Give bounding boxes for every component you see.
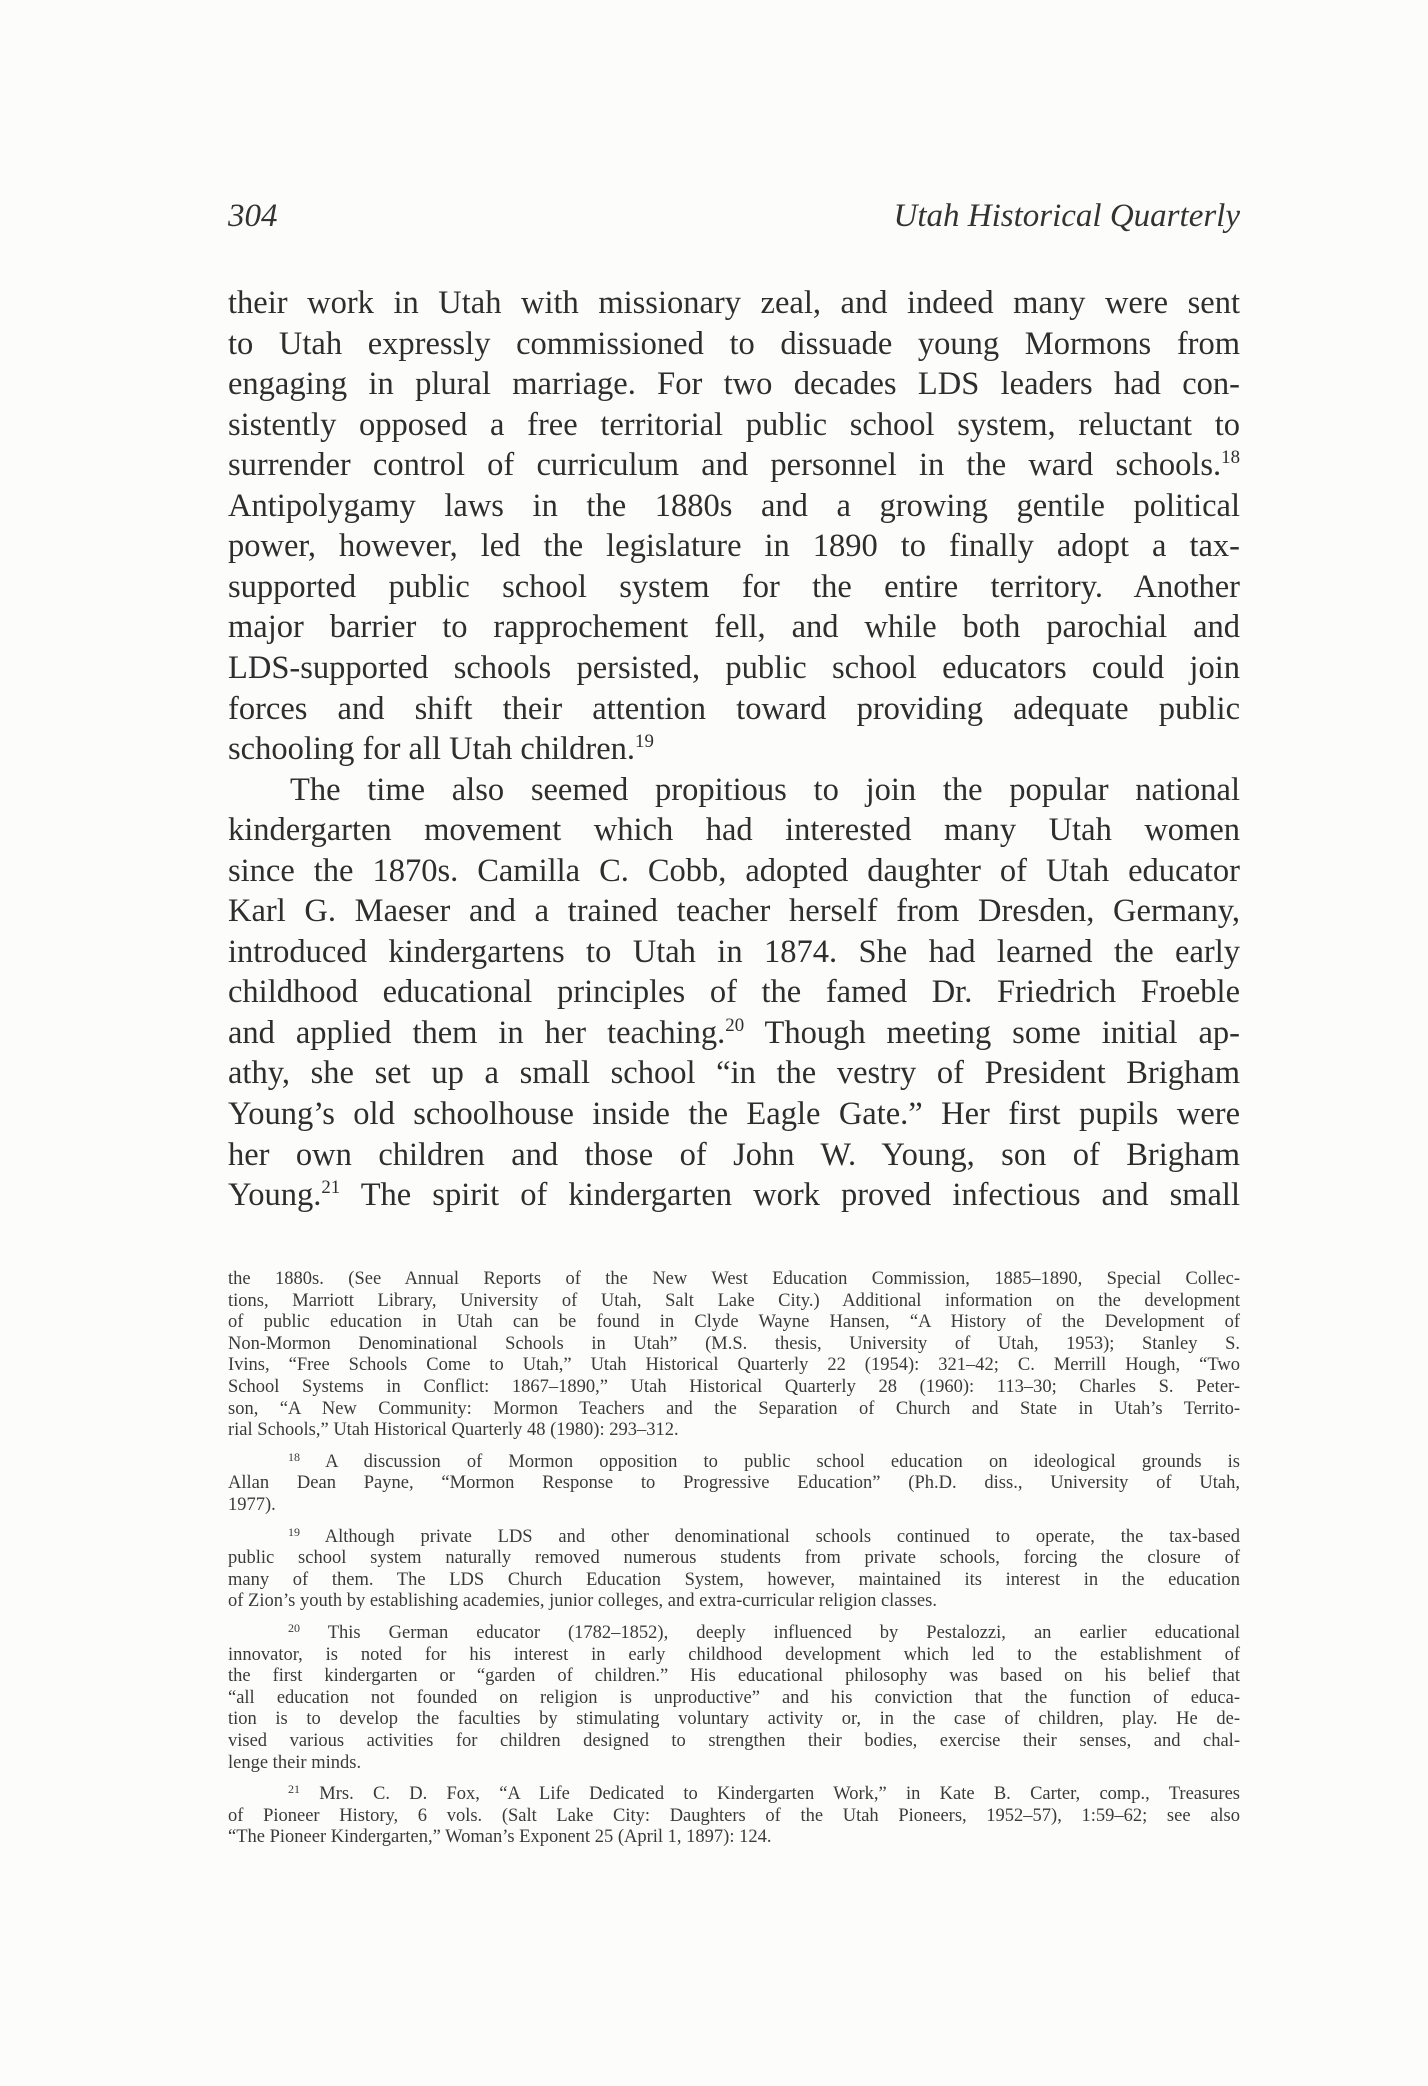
body-line bbox=[228, 324, 1240, 364]
footnote-text: lenge their minds. bbox=[228, 1753, 362, 1773]
footnote-line bbox=[228, 1420, 1240, 1442]
page-number: 304 bbox=[228, 198, 278, 234]
body-line-text: Young. bbox=[228, 1177, 322, 1213]
footnote-reference: 20 bbox=[725, 1015, 745, 1037]
body-line bbox=[228, 1175, 1240, 1215]
footnote-line bbox=[228, 1591, 1240, 1613]
body-line bbox=[228, 648, 1240, 688]
body-line bbox=[228, 1013, 1240, 1053]
body-line bbox=[228, 689, 1240, 729]
footnote-number: 19 bbox=[288, 1525, 301, 1539]
body-line bbox=[228, 567, 1240, 607]
footnote-line bbox=[228, 1827, 1240, 1849]
footnote-number: 20 bbox=[288, 1621, 301, 1635]
footnote-text: “The Pioneer Kindergarten,” Woman’s Exponent 25 (April 1, 1897): 124. bbox=[228, 1827, 772, 1847]
footnote-line bbox=[228, 1731, 1240, 1753]
footnote-line bbox=[228, 1473, 1240, 1495]
footnote-line bbox=[288, 1623, 1240, 1645]
body-line-text: schooling for all Utah children. bbox=[228, 731, 636, 767]
body-line bbox=[228, 1094, 1240, 1134]
footnote-line bbox=[228, 1570, 1240, 1592]
footnote-line bbox=[288, 1527, 1240, 1549]
body-line bbox=[228, 1053, 1240, 1093]
footnote-text: “all education not founded on religion is unproductive” and his conviction that the function of educa- bbox=[228, 1688, 1240, 1708]
body-line-text: kindergarten movement which had interested many Utah women bbox=[228, 812, 1240, 848]
body-line bbox=[228, 1135, 1240, 1175]
body-line-text: introduced kindergartens to Utah in 1874. She had learned the early bbox=[228, 934, 1240, 970]
body-line-text: surrender control of curriculum and personnel in the ward schools. bbox=[228, 447, 1222, 483]
footnote-line bbox=[228, 1269, 1240, 1291]
body-line bbox=[228, 405, 1240, 445]
footnote-text: tion is to develop the faculties by stimulating voluntary activity or, in the case of children, play. He de- bbox=[228, 1709, 1240, 1729]
body-line-text: her own children and those of John W. Young, son of Brigham bbox=[228, 1137, 1240, 1173]
footnote-reference: 19 bbox=[635, 731, 654, 753]
footnote-line bbox=[228, 1495, 1240, 1517]
body-line bbox=[228, 486, 1240, 526]
body-line-text: power, however, led the legislature in 1890 to finally adopt a tax- bbox=[228, 528, 1240, 564]
footnote-line bbox=[228, 1645, 1240, 1667]
body-line-text: since the 1870s. Camilla C. Cobb, adopted daughter of Utah educator bbox=[228, 853, 1240, 889]
footnote-line bbox=[228, 1709, 1240, 1731]
body-line-text: Young’s old schoolhouse inside the Eagle Gate.” Her first pupils were bbox=[228, 1096, 1240, 1132]
body-line bbox=[228, 607, 1240, 647]
body-line-text: their work in Utah with missionary zeal, and indeed many were sent bbox=[228, 285, 1240, 321]
footnote-line bbox=[228, 1377, 1240, 1399]
footnote-text: the 1880s. (See Annual Reports of the New West Education Commission, 1885–1890, Special Collec- bbox=[228, 1269, 1240, 1289]
footnote-text: A discussion of Mormon opposition to public school education on ideological grounds is bbox=[325, 1452, 1240, 1472]
body-line-text: to Utah expressly commissioned to dissuade young Mormons from bbox=[228, 326, 1240, 362]
body-line bbox=[228, 932, 1240, 972]
footnote-line bbox=[228, 1666, 1240, 1688]
footnote-text: of public education in Utah can be found in Clyde Wayne Hansen, “A History of the Development of bbox=[228, 1312, 1240, 1332]
body-line-text: supported public school system for the entire territory. Another bbox=[228, 569, 1240, 605]
body-line-text: athy, she set up a small school “in the vestry of President Brigham bbox=[228, 1055, 1240, 1091]
footnote-line bbox=[228, 1355, 1240, 1377]
body-line-text: The spirit of kindergarten work proved infectious and small bbox=[340, 1177, 1240, 1213]
body-line bbox=[228, 445, 1240, 485]
body-line-text: The time also seemed propitious to join the popular national bbox=[290, 772, 1240, 808]
footnote-line bbox=[288, 1452, 1240, 1474]
footnote-line bbox=[228, 1548, 1240, 1570]
footnote-text: vised various activities for children designed to strengthen their bodies, exercise their senses, and chal- bbox=[228, 1731, 1240, 1751]
body-line-text: major barrier to rapprochement fell, and while both parochial and bbox=[228, 609, 1240, 645]
body-line bbox=[290, 770, 1240, 810]
footnote-text: the first kindergarten or “garden of children.” His educational philosophy was based on his belief that bbox=[228, 1666, 1240, 1686]
body-line bbox=[228, 283, 1240, 323]
body-line bbox=[228, 810, 1240, 850]
footnote-number: 18 bbox=[288, 1450, 301, 1464]
footnote-reference: 21 bbox=[321, 1177, 341, 1199]
body-line bbox=[228, 891, 1240, 931]
footnote-text: Allan Dean Payne, “Mormon Response to Progressive Education” (Ph.D. diss., University of Utah, bbox=[228, 1473, 1240, 1493]
body-line-text: and applied them in her teaching. bbox=[228, 1015, 726, 1051]
footnote-text: rial Schools,” Utah Historical Quarterly 48 (1980): 293–312. bbox=[228, 1420, 679, 1440]
body-line-text: Though meeting some initial ap- bbox=[744, 1015, 1240, 1051]
body-line bbox=[228, 972, 1240, 1012]
footnote-text: many of them. The LDS Church Education System, however, maintained its interest in the education bbox=[228, 1570, 1240, 1590]
footnote-text: son, “A New Community: Mormon Teachers and the Separation of Church and State in Utah’s Territo- bbox=[228, 1399, 1240, 1419]
footnote-line bbox=[228, 1399, 1240, 1421]
footnote-reference: 18 bbox=[1221, 447, 1240, 469]
footnote-line bbox=[228, 1334, 1240, 1356]
footnote-line bbox=[228, 1688, 1240, 1710]
footnote-line bbox=[228, 1312, 1240, 1334]
footnote-line bbox=[228, 1753, 1240, 1775]
footnote-text: of Pioneer History, 6 vols. (Salt Lake City: Daughters of the Utah Pioneers, 1952–57), 1:59–62; see also bbox=[228, 1806, 1240, 1826]
footnote-text: Ivins, “Free Schools Come to Utah,” Utah Historical Quarterly 22 (1954): 321–42; C. Merrill Hough, “Two bbox=[228, 1355, 1240, 1375]
body-line-text: childhood educational principles of the famed Dr. Friedrich Froeble bbox=[228, 974, 1240, 1010]
body-line-text: Karl G. Maeser and a trained teacher herself from Dresden, Germany, bbox=[228, 893, 1240, 929]
footnote-text: This German educator (1782–1852), deeply influenced by Pestalozzi, an earlier educational bbox=[327, 1623, 1241, 1643]
footnote-number: 21 bbox=[288, 1782, 301, 1796]
body-line-text: forces and shift their attention toward providing adequate public bbox=[228, 691, 1240, 727]
footnote-text: of Zion’s youth by establishing academies, junior colleges, and extra-curricular religion classes. bbox=[228, 1591, 937, 1611]
footnote-line bbox=[228, 1806, 1240, 1828]
footnote-text: innovator, is noted for his interest in early childhood development which led to the establishment of bbox=[228, 1645, 1240, 1665]
footnote-text: tions, Marriott Library, University of Utah, Salt Lake City.) Additional information on the development bbox=[228, 1291, 1240, 1311]
body-line-text: sistently opposed a free territorial public school system, reluctant to bbox=[228, 407, 1240, 443]
footnote-text: Mrs. C. D. Fox, “A Life Dedicated to Kindergarten Work,” in Kate B. Carter, comp., Treasures bbox=[319, 1784, 1241, 1804]
body-line bbox=[228, 364, 1240, 404]
running-title: Utah Historical Quarterly bbox=[893, 198, 1240, 234]
footnote-text: Non-Mormon Denominational Schools in Utah” (M.S. thesis, University of Utah, 1953); Stanley S. bbox=[228, 1334, 1240, 1354]
body-line-text: engaging in plural marriage. For two decades LDS leaders had con- bbox=[228, 366, 1240, 402]
body-line-text: Antipolygamy laws in the 1880s and a growing gentile political bbox=[228, 488, 1240, 524]
footnote-text: 1977). bbox=[228, 1495, 276, 1515]
body-line bbox=[228, 729, 1240, 769]
footnote-text: public school system naturally removed numerous students from private schools, forcing the closure of bbox=[228, 1548, 1240, 1568]
body-line bbox=[228, 851, 1240, 891]
footnote-text: Although private LDS and other denominational schools continued to operate, the tax-based bbox=[324, 1527, 1240, 1547]
body-line bbox=[228, 526, 1240, 566]
footnote-line bbox=[228, 1291, 1240, 1313]
body-line-text: LDS-supported schools persisted, public school educators could join bbox=[228, 650, 1240, 686]
footnote-text: School Systems in Conflict: 1867–1890,” Utah Historical Quarterly 28 (1960): 113–30; Charles S. Peter- bbox=[228, 1377, 1240, 1397]
footnote-line bbox=[288, 1784, 1240, 1806]
